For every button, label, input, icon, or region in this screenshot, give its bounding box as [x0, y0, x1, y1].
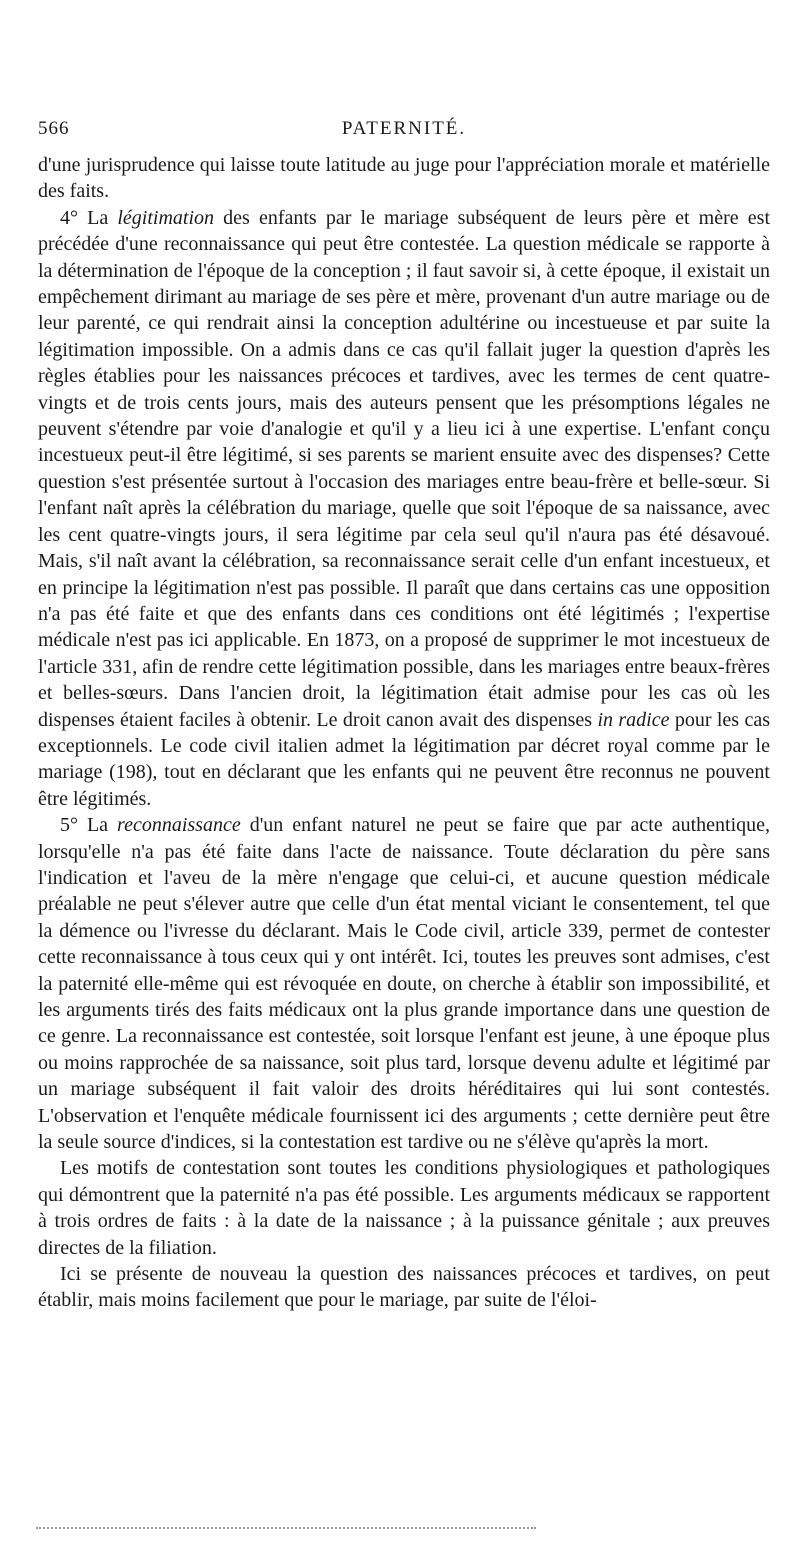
text-segment: Ici se présente de nouveau la question des naissances précoces et tardives, on peut établir, mais moins facilement que pour le mariage, par suite de l'éloi- — [38, 1263, 770, 1312]
text-segment: 5° La — [60, 814, 118, 837]
running-title: PATERNITÉ. — [341, 118, 467, 139]
text-segment: pour les cas exceptionnels. Le code civil italien admet la légitimation par décret royal comme par le mariage (198), tout en déclarant que les enfants qui ne peuvent être reconnus ne pouvent être légitimés. — [38, 708, 770, 810]
paragraph — [38, 812, 770, 1155]
body-text — [38, 152, 770, 1314]
footer-dotted-line — [36, 1527, 536, 1529]
paragraph — [38, 152, 770, 205]
document-page — [38, 118, 770, 1314]
page-header — [38, 118, 770, 152]
italic-term: légitimation — [117, 206, 215, 229]
paragraph — [38, 205, 770, 812]
text-segment: Les motifs de contestation sont toutes les conditions physiologiques et pathologiques qui démontrent que la paternité n'a pas été possible. Les arguments médicaux se rapportent à trois ordres de faits : à la date de la naissance ; à la puissance génitale ; aux preuves directes de la filiation. — [38, 1157, 770, 1259]
page-number: 566 — [38, 118, 70, 139]
text-segment: 4° La — [60, 206, 118, 229]
text-segment: d'un enfant naturel ne peut se faire que par acte authentique, lorsqu'elle n'a pas été faite dans l'acte de naissance. Toute déclaration du père sans l'indication et l'aveu de la mère n'engage que celui-ci, et aucune question médicale préalable ne peut s'élever autre que celle d'un état mental viciant le consentement, tel que la démence ou l'ivresse du déclarant. Mais le Code civil, article 339, permet de contester cette reconnaissance à tous ceux qui y ont intérêt. Ici, toutes les preuves sont admises, c'est la paternité elle-même qui est révoquée en doute, on cherche à établir son impossibilité, et les arguments tirés des faits médicaux ont la plus grande importance dans une question de ce genre. La reconnaissance est contestée, soit lorsque l'enfant est jeune, à une époque plus ou moins rapprochée de sa naissance, soit plus tard, lorsque devenu adulte et légitimé par un mariage subséquent il fait valoir des droits héréditaires qui lui sont contestés. L'observation et l'enquête médicale fournissent ici des arguments ; cette dernière peut être la seule source d'indices, si la contestation est tardive ou ne s'élève qu'après la mort. — [38, 814, 771, 1154]
paragraph — [38, 1155, 770, 1261]
text-segment: des enfants par le mariage subséquent de leurs père et mère est précédée d'une reconnaissance qui peut être contestée. La question médicale se rapporte à la détermination de l'époque de la conception ; il faut savoir si, à cette époque, il existait un empêchement dirimant au mariage de ses père et mère, provenant d'un autre mariage ou de leur parenté, ce qui rendrait ainsi la conception adultérine ou incestueuse et par suite la légitimation impossible. On a admis dans ce cas qu'il fallait juger la question d'après les règles établies pour les naissances précoces et tardives, avec les termes de cent quatre-vingts et de trois cents jours, mais des auteurs pensent que les présomptions légales ne peuvent s'étendre par voie d'analogie et qu'il y a lieu ici à une expertise. L'enfant conçu incestueux peut-il être légitimé, si ses parents se marient ensuite avec des dispenses? Cette question s'est présentée surtout à l'occasion des mariages entre beau-frère et belle-sœur. Si l'enfant naît après la célébration du mariage, quelle que soit l'époque de sa naissance, avec les cent quatre-vingts jours, il sera légitime par cela seul qu'il n'aura pas été désavoué. Mais, s'il naît avant la célébration, sa reconnaissance serait celle d'un enfant incestueux, et en principe la légitimation n'est pas possible. Il paraît que dans certains cas une opposition n'a pas été faite et que des enfants dans ces conditions ont été légitimés ; l'expertise médicale n'est pas ici applicable. En 1873, on a proposé de supprimer le mot incestueux de l'article 331, afin de rendre cette légitimation possible, dans les mariages entre beaux-frères et belles-sœurs. Dans l'ancien droit, la légitimation était admise pour les cas où les dispenses étaient faciles à obtenir. Le droit canon avait des dispenses — [38, 206, 770, 731]
paragraph — [38, 1261, 770, 1314]
italic-term: in radice — [597, 708, 670, 731]
italic-term: reconnaissance — [117, 814, 241, 837]
text-segment: d'une jurisprudence qui laisse toute latitude au juge pour l'appréciation morale et matérielle des faits. — [38, 154, 770, 203]
